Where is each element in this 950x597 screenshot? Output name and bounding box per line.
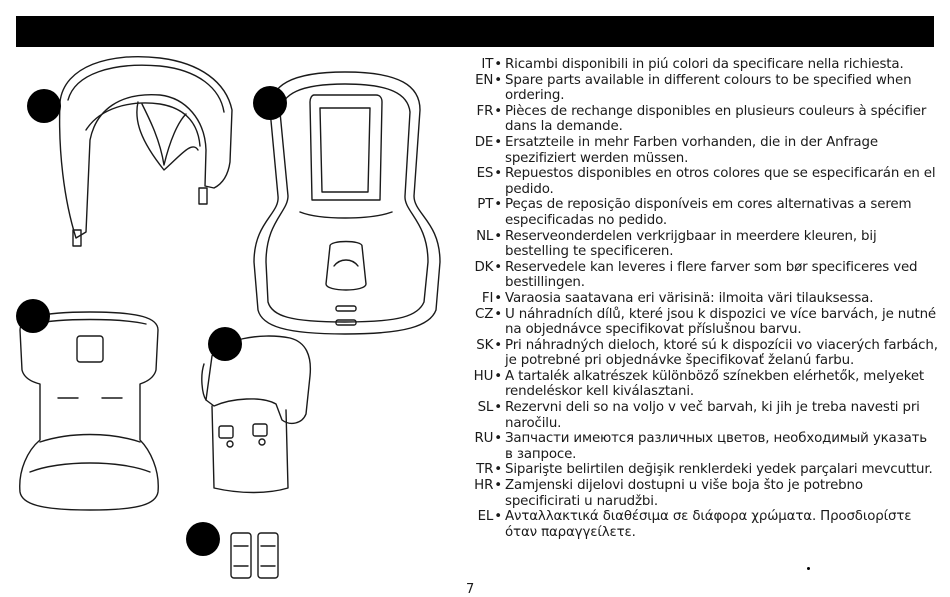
- lang-code: SL •: [470, 400, 502, 416]
- seat-pad-drawing: [20, 312, 159, 510]
- lang-entry: [470, 509, 938, 540]
- lang-text: A tartalék alkatrészek különböző színekben elérhetők, melyeket rendeléskor kell kiválasztani.: [505, 368, 925, 400]
- lang-code: EL •: [470, 509, 502, 525]
- lang-text: Rezervni deli so na voljo v več barvah, ki jih je treba navesti pri naročilu.: [505, 400, 920, 431]
- lang-text: Pièces de rechange disponibles en plusieurs couleurs à spécifier dans la demande.: [505, 103, 927, 135]
- callout-circle-5: [186, 522, 220, 556]
- lang-entry: [470, 197, 938, 228]
- page-number: 7: [466, 582, 475, 597]
- lang-text: Reservedele kan leveres i flere farver som bør specificeres ved bestillingen.: [505, 259, 918, 291]
- lang-entry: [470, 73, 938, 104]
- lang-entry: [470, 260, 938, 291]
- lang-code: ES •: [470, 166, 502, 182]
- lang-text: Ersatzteile in mehr Farben vorhanden, die in der Anfrage spezifiziert werden müssen.: [505, 134, 878, 166]
- lang-code: FI •: [470, 291, 502, 307]
- shoulder-pads-drawing: [231, 533, 278, 578]
- lang-code: IT •: [470, 57, 502, 73]
- lang-entry: [470, 57, 938, 73]
- lang-code: FR •: [470, 104, 502, 120]
- lang-code: TR •: [470, 462, 502, 478]
- callout-circle-1: [27, 89, 61, 123]
- lang-code: SK •: [470, 338, 502, 354]
- lang-text: Ανταλλακτικά διαθέσιμα σε διάφορα χρώματα. Προσδιορίστε όταν παραγγείλετε.: [505, 509, 912, 540]
- lang-code: CZ •: [470, 307, 502, 323]
- lang-entry: [470, 229, 938, 260]
- headrest-drawing: [60, 57, 232, 246]
- lang-entry: [470, 369, 938, 400]
- lang-entry: [470, 291, 938, 307]
- lang-text: Siparişte belirtilen değişik renklerdeki yedek parçalari mevcuttur.: [505, 462, 933, 478]
- lang-text: U náhradních dílů, které jsou k dispozici ve více barvách, je nutné na objednávce specifikovat příslušnou barvu.: [505, 306, 937, 338]
- lang-code: HR •: [470, 478, 502, 494]
- multilingual-notice-list: [470, 57, 938, 540]
- lang-code: EN •: [470, 73, 502, 89]
- lang-entry: [470, 478, 938, 509]
- lang-code: NL •: [470, 229, 502, 245]
- decorative-dot: [807, 567, 810, 570]
- lang-code: RU •: [470, 431, 502, 447]
- lang-entry: [470, 307, 938, 338]
- lang-entry: [470, 462, 938, 478]
- lang-text: Zamjenski dijelovi dostupni u više boja što je potrebno specificirati u narudžbi.: [505, 478, 863, 509]
- lang-text: Запчасти имеются различных цветов, необходимый указать в запросе.: [505, 431, 928, 462]
- lang-text: Repuestos disponibles en otros colores que se especificarán en el pedido.: [505, 166, 936, 197]
- lang-code: HU •: [470, 369, 502, 385]
- lang-text: Reserveonderdelen verkrijgbaar in meerdere kleuren, bij bestelling te specificeren.: [505, 228, 877, 260]
- lang-code: PT •: [470, 197, 502, 213]
- lang-entry: [470, 166, 938, 197]
- lang-text: Spare parts available in different colours to be specified when ordering.: [505, 72, 912, 104]
- lang-text: Varaosia saatavana eri värisinä: ilmoita väri tilauksessa.: [505, 290, 874, 306]
- lang-entry: [470, 338, 938, 369]
- lang-entry: [470, 104, 938, 135]
- lang-entry: [470, 431, 938, 462]
- parts-illustrations: [0, 0, 470, 596]
- lang-entry: [470, 135, 938, 166]
- lang-entry: [470, 400, 938, 431]
- lang-text: Pri náhradných dieloch, ktoré sú k dispozícii vo viacerých farbách, je potrebné pri objednávke špecifikovať želanú farbu.: [505, 337, 938, 369]
- callout-circle-2: [253, 86, 287, 120]
- lang-text: Ricambi disponibili in piú colori da specificare nella richiesta.: [505, 57, 904, 72]
- callout-circle-3: [16, 299, 50, 333]
- callout-circle-4: [208, 327, 242, 361]
- lang-code: DK •: [470, 260, 502, 276]
- lang-text: Peças de reposição disponíveis em cores alternativas a serem especificadas no pedido.: [505, 197, 912, 228]
- lang-code: DE •: [470, 135, 502, 151]
